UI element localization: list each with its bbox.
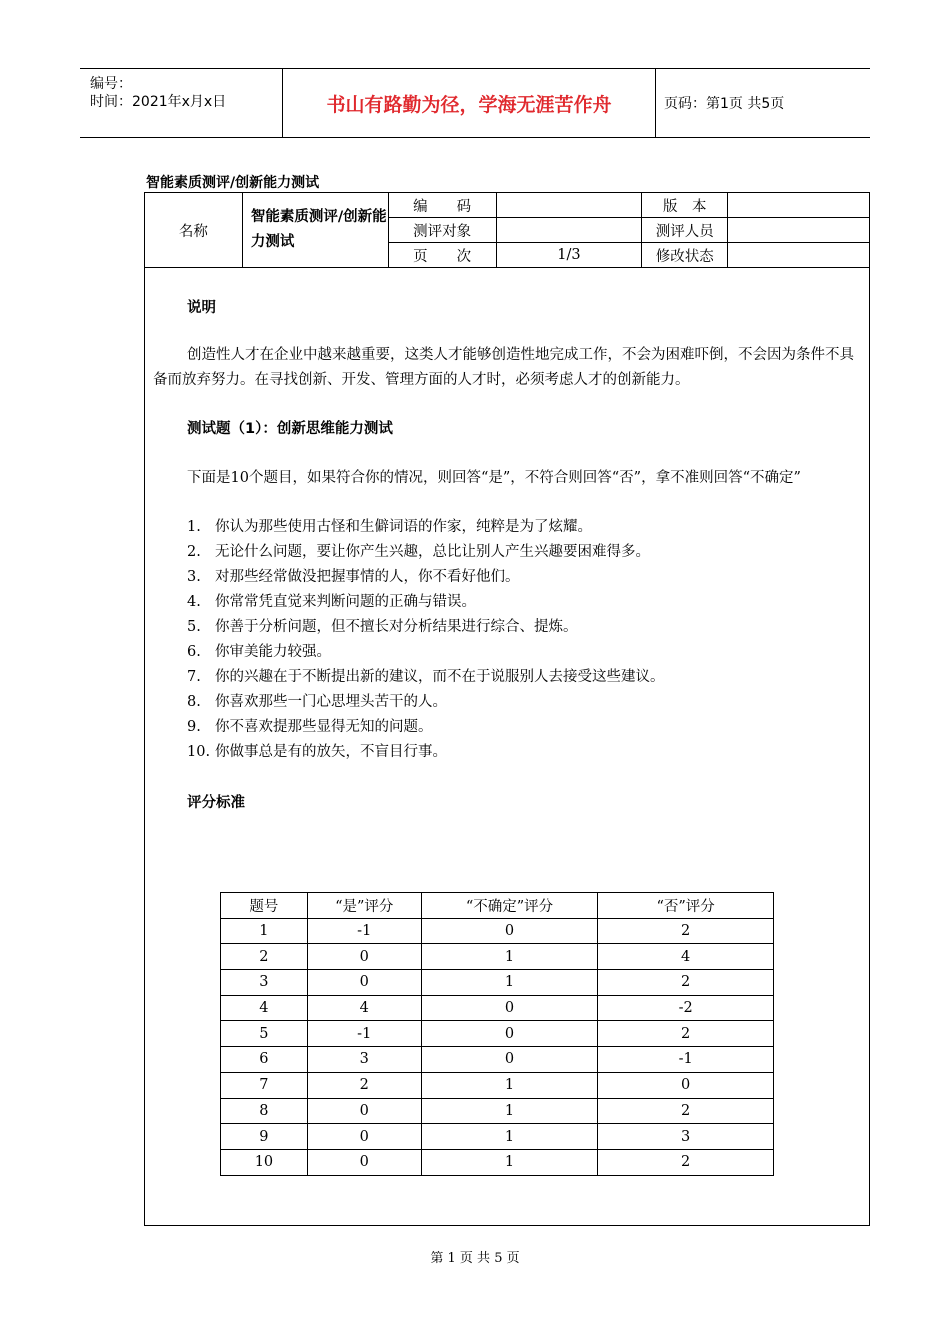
table-cell: 0 <box>307 1149 421 1175</box>
question-text: 无论什么问题，要让你产生兴趣，总比让别人产生兴趣要困难得多。 <box>215 544 650 560</box>
document-title: 智能素质测评/创新能力测试 <box>146 175 320 191</box>
question-text: 你的兴趣在于不断提出新的建议，而不在于说服别人去接受这些建议。 <box>215 669 665 685</box>
page-header <box>80 68 870 138</box>
page-footer: 第 1 页 共 5 页 <box>430 1251 520 1266</box>
table-cell: 8 <box>221 1098 308 1124</box>
question-text: 你不喜欢提那些显得无知的问题。 <box>215 719 433 735</box>
table-row <box>221 1124 774 1150</box>
table-cell: 3 <box>307 1047 421 1073</box>
scoring-table-header <box>221 893 774 919</box>
table-row <box>221 918 774 944</box>
question-number: 1. <box>187 519 201 535</box>
question-item <box>153 615 863 640</box>
table-cell: 2 <box>221 944 308 970</box>
version-label: 版 本 <box>642 193 728 218</box>
scoring-column-header: “是”评分 <box>307 893 421 919</box>
table-row <box>221 970 774 996</box>
question-number: 10. <box>187 744 211 760</box>
question-number: 6. <box>187 644 201 660</box>
scoring-column-header: “不确定”评分 <box>421 893 598 919</box>
table-cell: -1 <box>307 918 421 944</box>
table-cell: 2 <box>598 970 774 996</box>
table-cell: 0 <box>307 970 421 996</box>
question-list <box>153 515 863 765</box>
table-cell: 1 <box>221 918 308 944</box>
question-number: 8. <box>187 694 201 710</box>
question-text: 你喜欢那些一门心思埋头苦干的人。 <box>215 694 447 710</box>
assessor-label: 测评人员 <box>642 218 728 243</box>
question-number: 2. <box>187 544 201 560</box>
test-instructions: 下面是10个题目，如果符合你的情况，则回答“是”，不符合则回答“否”，拿不准则回答“不确定” <box>187 470 801 486</box>
table-cell: 2 <box>598 1021 774 1047</box>
table-cell: 2 <box>598 918 774 944</box>
assessor-value <box>728 218 870 243</box>
table-cell: 1 <box>421 1098 598 1124</box>
revision-value <box>728 243 870 268</box>
revision-label: 修改状态 <box>642 243 728 268</box>
table-cell: 1 <box>421 1072 598 1098</box>
intro-text: 创造性人才在企业中越来越重要，这类人才能够创造性地完成工作，不会为困难吓倒，不会因为条件不具备而放弃努力。在寻找创新、开发、管理方面的人才时，必须考虑人才的创新能力。 <box>153 347 854 388</box>
scoring-column-header: 题号 <box>221 893 308 919</box>
table-cell: 3 <box>598 1124 774 1150</box>
table-cell: 1 <box>421 944 598 970</box>
question-item <box>153 665 863 690</box>
table-cell: 9 <box>221 1124 308 1150</box>
question-number: 3. <box>187 569 201 585</box>
name-label: 名称 <box>145 193 243 268</box>
question-item <box>153 640 863 665</box>
code-field-label: 编 码 <box>388 193 496 218</box>
table-row <box>221 1047 774 1073</box>
table-row <box>221 1021 774 1047</box>
scoring-heading: 评分标准 <box>187 795 245 811</box>
table-cell: 10 <box>221 1149 308 1175</box>
question-text: 你做事总是有的放矢，不盲目行事。 <box>215 744 447 760</box>
table-cell: 2 <box>598 1098 774 1124</box>
table-cell: 1 <box>421 1149 598 1175</box>
question-text: 你善于分析问题，但不擅长对分析结果进行综合、提炼。 <box>215 619 578 635</box>
question-number: 4. <box>187 594 201 610</box>
table-cell: 0 <box>307 1098 421 1124</box>
table-cell: -1 <box>598 1047 774 1073</box>
page-count-value: 1/3 <box>496 243 642 268</box>
header-motto: 书山有路勤为径，学海无涯苦作舟 <box>282 69 656 137</box>
table-cell: 3 <box>221 970 308 996</box>
question-number: 7. <box>187 669 201 685</box>
table-row <box>221 944 774 970</box>
page-count-label: 页 次 <box>388 243 496 268</box>
question-number: 5. <box>187 619 201 635</box>
question-item <box>153 565 863 590</box>
table-cell: 0 <box>598 1072 774 1098</box>
table-cell: 0 <box>421 1021 598 1047</box>
table-cell: 6 <box>221 1047 308 1073</box>
table-cell: 0 <box>307 944 421 970</box>
question-text: 你常常凭直觉来判断问题的正确与错误。 <box>215 594 476 610</box>
table-row <box>221 1098 774 1124</box>
table-cell: 4 <box>221 995 308 1021</box>
table-cell: -2 <box>598 995 774 1021</box>
table-cell: 4 <box>307 995 421 1021</box>
question-item <box>153 590 863 615</box>
question-item <box>153 515 863 540</box>
table-cell: 0 <box>307 1124 421 1150</box>
table-cell: 2 <box>598 1149 774 1175</box>
table-cell: 4 <box>598 944 774 970</box>
intro-heading: 说明 <box>187 300 216 316</box>
scoring-table <box>220 892 774 1176</box>
document-body <box>153 290 863 816</box>
table-cell: 0 <box>421 1047 598 1073</box>
header-page-info: 页码：第1页 共5页 <box>664 96 785 112</box>
header-meta <box>80 69 280 137</box>
table-cell: 0 <box>421 918 598 944</box>
name-value: 智能素质测评/创新能力测试 <box>242 193 388 268</box>
table-row <box>221 1149 774 1175</box>
question-text: 你审美能力较强。 <box>215 644 331 660</box>
info-table <box>144 192 870 268</box>
code-label: 编号： <box>90 76 132 92</box>
question-item <box>153 690 863 715</box>
table-cell: 1 <box>421 1124 598 1150</box>
scoring-column-header: “否”评分 <box>598 893 774 919</box>
test-heading: 测试题（1）：创新思维能力测试 <box>187 421 393 437</box>
table-cell: 7 <box>221 1072 308 1098</box>
question-number: 9. <box>187 719 201 735</box>
table-row <box>221 1072 774 1098</box>
time-label: 时间：2021年x月x日 <box>90 94 227 110</box>
code-field-value <box>496 193 642 218</box>
question-item <box>153 540 863 565</box>
subject-label: 测评对象 <box>388 218 496 243</box>
question-item <box>153 715 863 740</box>
question-text: 你认为那些使用古怪和生僻词语的作家，纯粹是为了炫耀。 <box>215 519 592 535</box>
question-text: 对那些经常做没把握事情的人，你不看好他们。 <box>215 569 520 585</box>
table-cell: 5 <box>221 1021 308 1047</box>
subject-value <box>496 218 642 243</box>
table-cell: 0 <box>421 995 598 1021</box>
table-cell: 2 <box>307 1072 421 1098</box>
version-value <box>728 193 870 218</box>
table-cell: 1 <box>421 970 598 996</box>
table-cell: -1 <box>307 1021 421 1047</box>
question-item <box>153 740 863 765</box>
table-row <box>221 995 774 1021</box>
